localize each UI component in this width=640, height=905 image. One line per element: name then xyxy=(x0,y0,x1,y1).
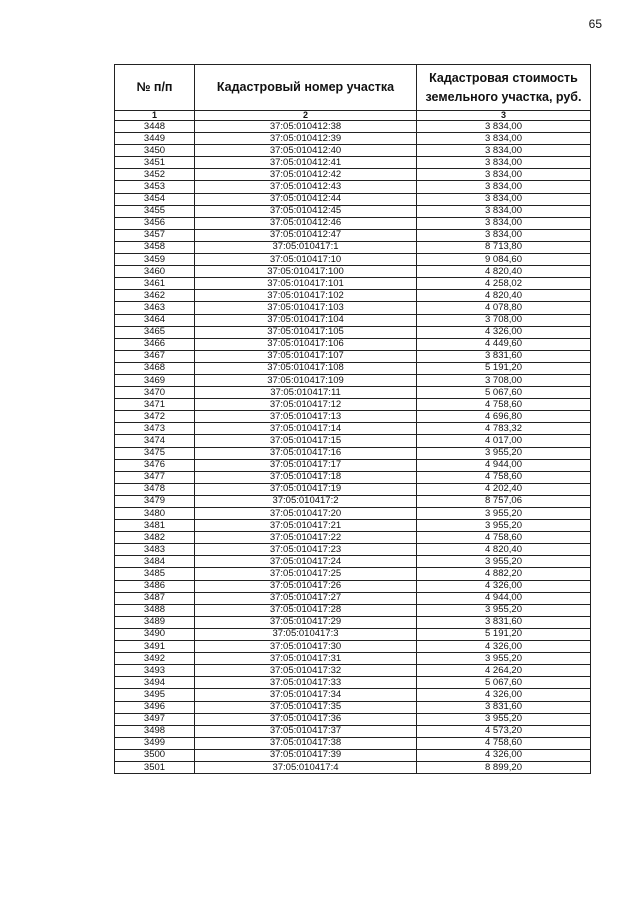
table-row xyxy=(115,326,591,338)
row-number-cell: 3480 xyxy=(115,508,195,520)
header-cadastral-number: Кадастровый номер участка xyxy=(195,65,417,111)
table-row xyxy=(115,254,591,266)
cadastral-value-cell: 3 834,00 xyxy=(417,217,591,229)
cadastral-value-cell: 5 067,60 xyxy=(417,677,591,689)
table-row xyxy=(115,229,591,241)
cadastral-value-cell: 4 758,60 xyxy=(417,737,591,749)
cadastral-value-cell: 3 834,00 xyxy=(417,157,591,169)
cadastral-value-cell: 3 708,00 xyxy=(417,374,591,386)
cadastral-number-cell: 37:05:010417:105 xyxy=(195,326,417,338)
row-number-cell: 3477 xyxy=(115,471,195,483)
table-row xyxy=(115,435,591,447)
row-number-cell: 3452 xyxy=(115,169,195,181)
table-row xyxy=(115,181,591,193)
cadastral-value-cell: 3 831,60 xyxy=(417,616,591,628)
row-number-cell: 3479 xyxy=(115,495,195,507)
cadastral-number-cell: 37:05:010417:11 xyxy=(195,387,417,399)
table-row xyxy=(115,362,591,374)
row-number-cell: 3454 xyxy=(115,193,195,205)
cadastral-number-cell: 37:05:010417:106 xyxy=(195,338,417,350)
cadastral-number-cell: 37:05:010417:26 xyxy=(195,580,417,592)
column-number-1: 1 xyxy=(115,111,195,121)
cadastral-value-cell: 9 084,60 xyxy=(417,254,591,266)
row-number-cell: 3484 xyxy=(115,556,195,568)
cadastral-number-cell: 37:05:010417:20 xyxy=(195,508,417,520)
table-row xyxy=(115,761,591,773)
cadastral-number-cell: 37:05:010417:3 xyxy=(195,628,417,640)
cadastral-number-cell: 37:05:010417:100 xyxy=(195,266,417,278)
cadastral-value-cell: 3 955,20 xyxy=(417,508,591,520)
cadastral-value-cell: 3 955,20 xyxy=(417,604,591,616)
column-number-3: 3 xyxy=(417,111,591,121)
cadastral-value-cell: 4 326,00 xyxy=(417,641,591,653)
cadastral-number-cell: 37:05:010417:25 xyxy=(195,568,417,580)
table-row xyxy=(115,689,591,701)
table-row xyxy=(115,290,591,302)
cadastral-number-cell: 37:05:010412:38 xyxy=(195,121,417,133)
table-row xyxy=(115,217,591,229)
table-row xyxy=(115,749,591,761)
table-row xyxy=(115,278,591,290)
cadastral-number-cell: 37:05:010417:104 xyxy=(195,314,417,326)
table-row xyxy=(115,592,591,604)
table-row xyxy=(115,580,591,592)
cadastral-number-cell: 37:05:010417:35 xyxy=(195,701,417,713)
cadastral-value-cell: 4 573,20 xyxy=(417,725,591,737)
cadastral-number-cell: 37:05:010412:44 xyxy=(195,193,417,205)
table-row xyxy=(115,556,591,568)
row-number-cell: 3469 xyxy=(115,374,195,386)
cadastral-number-cell: 37:05:010417:109 xyxy=(195,374,417,386)
row-number-cell: 3494 xyxy=(115,677,195,689)
row-number-cell: 3455 xyxy=(115,205,195,217)
row-number-cell: 3474 xyxy=(115,435,195,447)
table-row xyxy=(115,616,591,628)
cadastral-value-cell: 3 708,00 xyxy=(417,314,591,326)
cadastral-number-cell: 37:05:010412:46 xyxy=(195,217,417,229)
cadastral-value-cell: 3 955,20 xyxy=(417,520,591,532)
cadastral-value-cell: 3 834,00 xyxy=(417,181,591,193)
cadastral-number-cell: 37:05:010417:33 xyxy=(195,677,417,689)
row-number-cell: 3458 xyxy=(115,241,195,253)
table-row xyxy=(115,459,591,471)
table-row xyxy=(115,169,591,181)
cadastral-number-cell: 37:05:010412:40 xyxy=(195,145,417,157)
cadastral-value-cell: 4 326,00 xyxy=(417,580,591,592)
cadastral-number-cell: 37:05:010417:38 xyxy=(195,737,417,749)
cadastral-value-cell: 4 078,80 xyxy=(417,302,591,314)
page-number: 65 xyxy=(588,17,602,31)
table-row xyxy=(115,725,591,737)
row-number-cell: 3493 xyxy=(115,665,195,677)
row-number-cell: 3486 xyxy=(115,580,195,592)
row-number-cell: 3476 xyxy=(115,459,195,471)
row-number-cell: 3450 xyxy=(115,145,195,157)
cadastral-number-cell: 37:05:010412:47 xyxy=(195,229,417,241)
table-row xyxy=(115,737,591,749)
row-number-cell: 3448 xyxy=(115,121,195,133)
table-header-row xyxy=(115,65,591,111)
table-row xyxy=(115,266,591,278)
cadastral-value-cell: 4 017,00 xyxy=(417,435,591,447)
cadastral-number-cell: 37:05:010417:13 xyxy=(195,411,417,423)
row-number-cell: 3492 xyxy=(115,653,195,665)
cadastral-value-cell: 3 955,20 xyxy=(417,653,591,665)
table-row xyxy=(115,241,591,253)
cadastral-value-cell: 3 834,00 xyxy=(417,205,591,217)
table-row xyxy=(115,411,591,423)
row-number-cell: 3459 xyxy=(115,254,195,266)
table-row xyxy=(115,145,591,157)
table-row xyxy=(115,399,591,411)
row-number-cell: 3451 xyxy=(115,157,195,169)
cadastral-value-cell: 4 944,00 xyxy=(417,592,591,604)
cadastral-value-cell: 4 758,60 xyxy=(417,532,591,544)
cadastral-number-cell: 37:05:010417:37 xyxy=(195,725,417,737)
cadastral-value-cell: 4 202,40 xyxy=(417,483,591,495)
cadastral-number-cell: 37:05:010417:22 xyxy=(195,532,417,544)
cadastral-value-cell: 4 326,00 xyxy=(417,689,591,701)
table-row xyxy=(115,314,591,326)
row-number-cell: 3464 xyxy=(115,314,195,326)
cadastral-value-cell: 3 834,00 xyxy=(417,121,591,133)
row-number-cell: 3468 xyxy=(115,362,195,374)
cadastral-value-cell: 4 696,80 xyxy=(417,411,591,423)
cadastral-value-cell: 4 326,00 xyxy=(417,749,591,761)
cadastral-number-cell: 37:05:010417:102 xyxy=(195,290,417,302)
cadastral-number-cell: 37:05:010417:103 xyxy=(195,302,417,314)
cadastral-value-cell: 4 258,02 xyxy=(417,278,591,290)
cadastral-value-cell: 4 758,60 xyxy=(417,471,591,483)
cadastral-value-cell: 3 834,00 xyxy=(417,169,591,181)
row-number-cell: 3501 xyxy=(115,761,195,773)
cadastral-value-cell: 5 067,60 xyxy=(417,387,591,399)
row-number-cell: 3460 xyxy=(115,266,195,278)
cadastral-value-cell: 4 758,60 xyxy=(417,399,591,411)
table-row xyxy=(115,653,591,665)
row-number-cell: 3461 xyxy=(115,278,195,290)
cadastral-number-cell: 37:05:010417:24 xyxy=(195,556,417,568)
cadastral-number-cell: 37:05:010412:39 xyxy=(195,133,417,145)
cadastral-value-cell: 4 882,20 xyxy=(417,568,591,580)
row-number-cell: 3473 xyxy=(115,423,195,435)
header-row-number: № п/п xyxy=(115,65,195,111)
cadastral-number-cell: 37:05:010417:31 xyxy=(195,653,417,665)
table-row xyxy=(115,423,591,435)
cadastral-number-cell: 37:05:010417:19 xyxy=(195,483,417,495)
row-number-cell: 3470 xyxy=(115,387,195,399)
table-row xyxy=(115,121,591,133)
cadastral-value-cell: 5 191,20 xyxy=(417,628,591,640)
cadastral-number-cell: 37:05:010417:12 xyxy=(195,399,417,411)
cadastral-value-cell: 3 831,60 xyxy=(417,350,591,362)
row-number-cell: 3491 xyxy=(115,641,195,653)
cadastral-number-cell: 37:05:010417:17 xyxy=(195,459,417,471)
cadastral-value-cell: 4 944,00 xyxy=(417,459,591,471)
table-row xyxy=(115,350,591,362)
cadastral-value-cell: 8 757,06 xyxy=(417,495,591,507)
row-number-cell: 3485 xyxy=(115,568,195,580)
table-row xyxy=(115,701,591,713)
row-number-cell: 3489 xyxy=(115,616,195,628)
row-number-cell: 3466 xyxy=(115,338,195,350)
row-number-cell: 3453 xyxy=(115,181,195,193)
cadastral-number-cell: 37:05:010417:30 xyxy=(195,641,417,653)
cadastral-number-cell: 37:05:010417:29 xyxy=(195,616,417,628)
cadastral-value-cell: 3 955,20 xyxy=(417,713,591,725)
row-number-cell: 3499 xyxy=(115,737,195,749)
cadastral-value-cell: 3 834,00 xyxy=(417,145,591,157)
cadastral-number-cell: 37:05:010417:101 xyxy=(195,278,417,290)
table-row xyxy=(115,447,591,459)
cadastral-number-cell: 37:05:010417:27 xyxy=(195,592,417,604)
row-number-cell: 3463 xyxy=(115,302,195,314)
cadastral-value-cell: 3 955,20 xyxy=(417,447,591,459)
table-row xyxy=(115,193,591,205)
row-number-cell: 3483 xyxy=(115,544,195,556)
cadastral-number-cell: 37:05:010412:45 xyxy=(195,205,417,217)
cadastral-value-cell: 4 264,20 xyxy=(417,665,591,677)
column-number-2: 2 xyxy=(195,111,417,121)
table-row xyxy=(115,713,591,725)
cadastral-value-cell: 3 831,60 xyxy=(417,701,591,713)
row-number-cell: 3456 xyxy=(115,217,195,229)
row-number-cell: 3487 xyxy=(115,592,195,604)
cadastral-number-cell: 37:05:010417:1 xyxy=(195,241,417,253)
cadastral-value-cell: 3 955,20 xyxy=(417,556,591,568)
row-number-cell: 3496 xyxy=(115,701,195,713)
table-row xyxy=(115,338,591,350)
cadastral-value-cell: 4 326,00 xyxy=(417,326,591,338)
cadastral-number-cell: 37:05:010417:107 xyxy=(195,350,417,362)
table-row xyxy=(115,374,591,386)
cadastral-number-cell: 37:05:010417:2 xyxy=(195,495,417,507)
row-number-cell: 3497 xyxy=(115,713,195,725)
table-row xyxy=(115,495,591,507)
cadastral-number-cell: 37:05:010417:32 xyxy=(195,665,417,677)
cadastral-number-cell: 37:05:010417:15 xyxy=(195,435,417,447)
row-number-cell: 3449 xyxy=(115,133,195,145)
table-row xyxy=(115,520,591,532)
cadastral-value-cell: 5 191,20 xyxy=(417,362,591,374)
cadastral-value-cell: 4 449,60 xyxy=(417,338,591,350)
cadastral-number-cell: 37:05:010417:108 xyxy=(195,362,417,374)
row-number-cell: 3481 xyxy=(115,520,195,532)
cadastral-value-cell: 4 820,40 xyxy=(417,544,591,556)
row-number-cell: 3482 xyxy=(115,532,195,544)
row-number-cell: 3472 xyxy=(115,411,195,423)
table-row xyxy=(115,628,591,640)
cadastral-value-cell: 8 713,80 xyxy=(417,241,591,253)
row-number-cell: 3465 xyxy=(115,326,195,338)
cadastral-number-cell: 37:05:010417:23 xyxy=(195,544,417,556)
table-body xyxy=(115,121,591,774)
cadastral-number-cell: 37:05:010417:28 xyxy=(195,604,417,616)
cadastral-value-cell: 4 820,40 xyxy=(417,266,591,278)
row-number-cell: 3495 xyxy=(115,689,195,701)
row-number-cell: 3475 xyxy=(115,447,195,459)
table-row xyxy=(115,677,591,689)
table-row xyxy=(115,508,591,520)
cadastral-number-cell: 37:05:010417:36 xyxy=(195,713,417,725)
cadastral-number-cell: 37:05:010417:21 xyxy=(195,520,417,532)
cadastral-value-cell: 4 820,40 xyxy=(417,290,591,302)
table-row xyxy=(115,471,591,483)
cadastral-value-cell: 3 834,00 xyxy=(417,229,591,241)
cadastral-number-cell: 37:05:010412:41 xyxy=(195,157,417,169)
row-number-cell: 3457 xyxy=(115,229,195,241)
cadastral-value-cell: 4 783,32 xyxy=(417,423,591,435)
cadastral-value-table xyxy=(114,64,591,774)
cadastral-number-cell: 37:05:010417:16 xyxy=(195,447,417,459)
table-row xyxy=(115,133,591,145)
row-number-cell: 3462 xyxy=(115,290,195,302)
table-row xyxy=(115,205,591,217)
table-row xyxy=(115,544,591,556)
cadastral-value-cell: 3 834,00 xyxy=(417,193,591,205)
cadastral-number-cell: 37:05:010417:10 xyxy=(195,254,417,266)
cadastral-number-cell: 37:05:010417:34 xyxy=(195,689,417,701)
row-number-cell: 3498 xyxy=(115,725,195,737)
table-row xyxy=(115,483,591,495)
cadastral-number-cell: 37:05:010417:14 xyxy=(195,423,417,435)
row-number-cell: 3471 xyxy=(115,399,195,411)
row-number-cell: 3467 xyxy=(115,350,195,362)
column-number-row xyxy=(115,111,591,121)
row-number-cell: 3500 xyxy=(115,749,195,761)
row-number-cell: 3488 xyxy=(115,604,195,616)
table-row xyxy=(115,387,591,399)
table-row xyxy=(115,641,591,653)
cadastral-number-cell: 37:05:010412:43 xyxy=(195,181,417,193)
header-cadastral-value: Кадастровая стоимость земельного участка, руб. xyxy=(417,65,591,111)
cadastral-number-cell: 37:05:010417:4 xyxy=(195,761,417,773)
row-number-cell: 3478 xyxy=(115,483,195,495)
cadastral-value-cell: 8 899,20 xyxy=(417,761,591,773)
cadastral-value-cell: 3 834,00 xyxy=(417,133,591,145)
cadastral-number-cell: 37:05:010417:18 xyxy=(195,471,417,483)
table-row xyxy=(115,604,591,616)
row-number-cell: 3490 xyxy=(115,628,195,640)
table-row xyxy=(115,532,591,544)
table-row xyxy=(115,302,591,314)
cadastral-number-cell: 37:05:010417:39 xyxy=(195,749,417,761)
table-row xyxy=(115,157,591,169)
table-row xyxy=(115,568,591,580)
cadastral-number-cell: 37:05:010412:42 xyxy=(195,169,417,181)
table-row xyxy=(115,665,591,677)
